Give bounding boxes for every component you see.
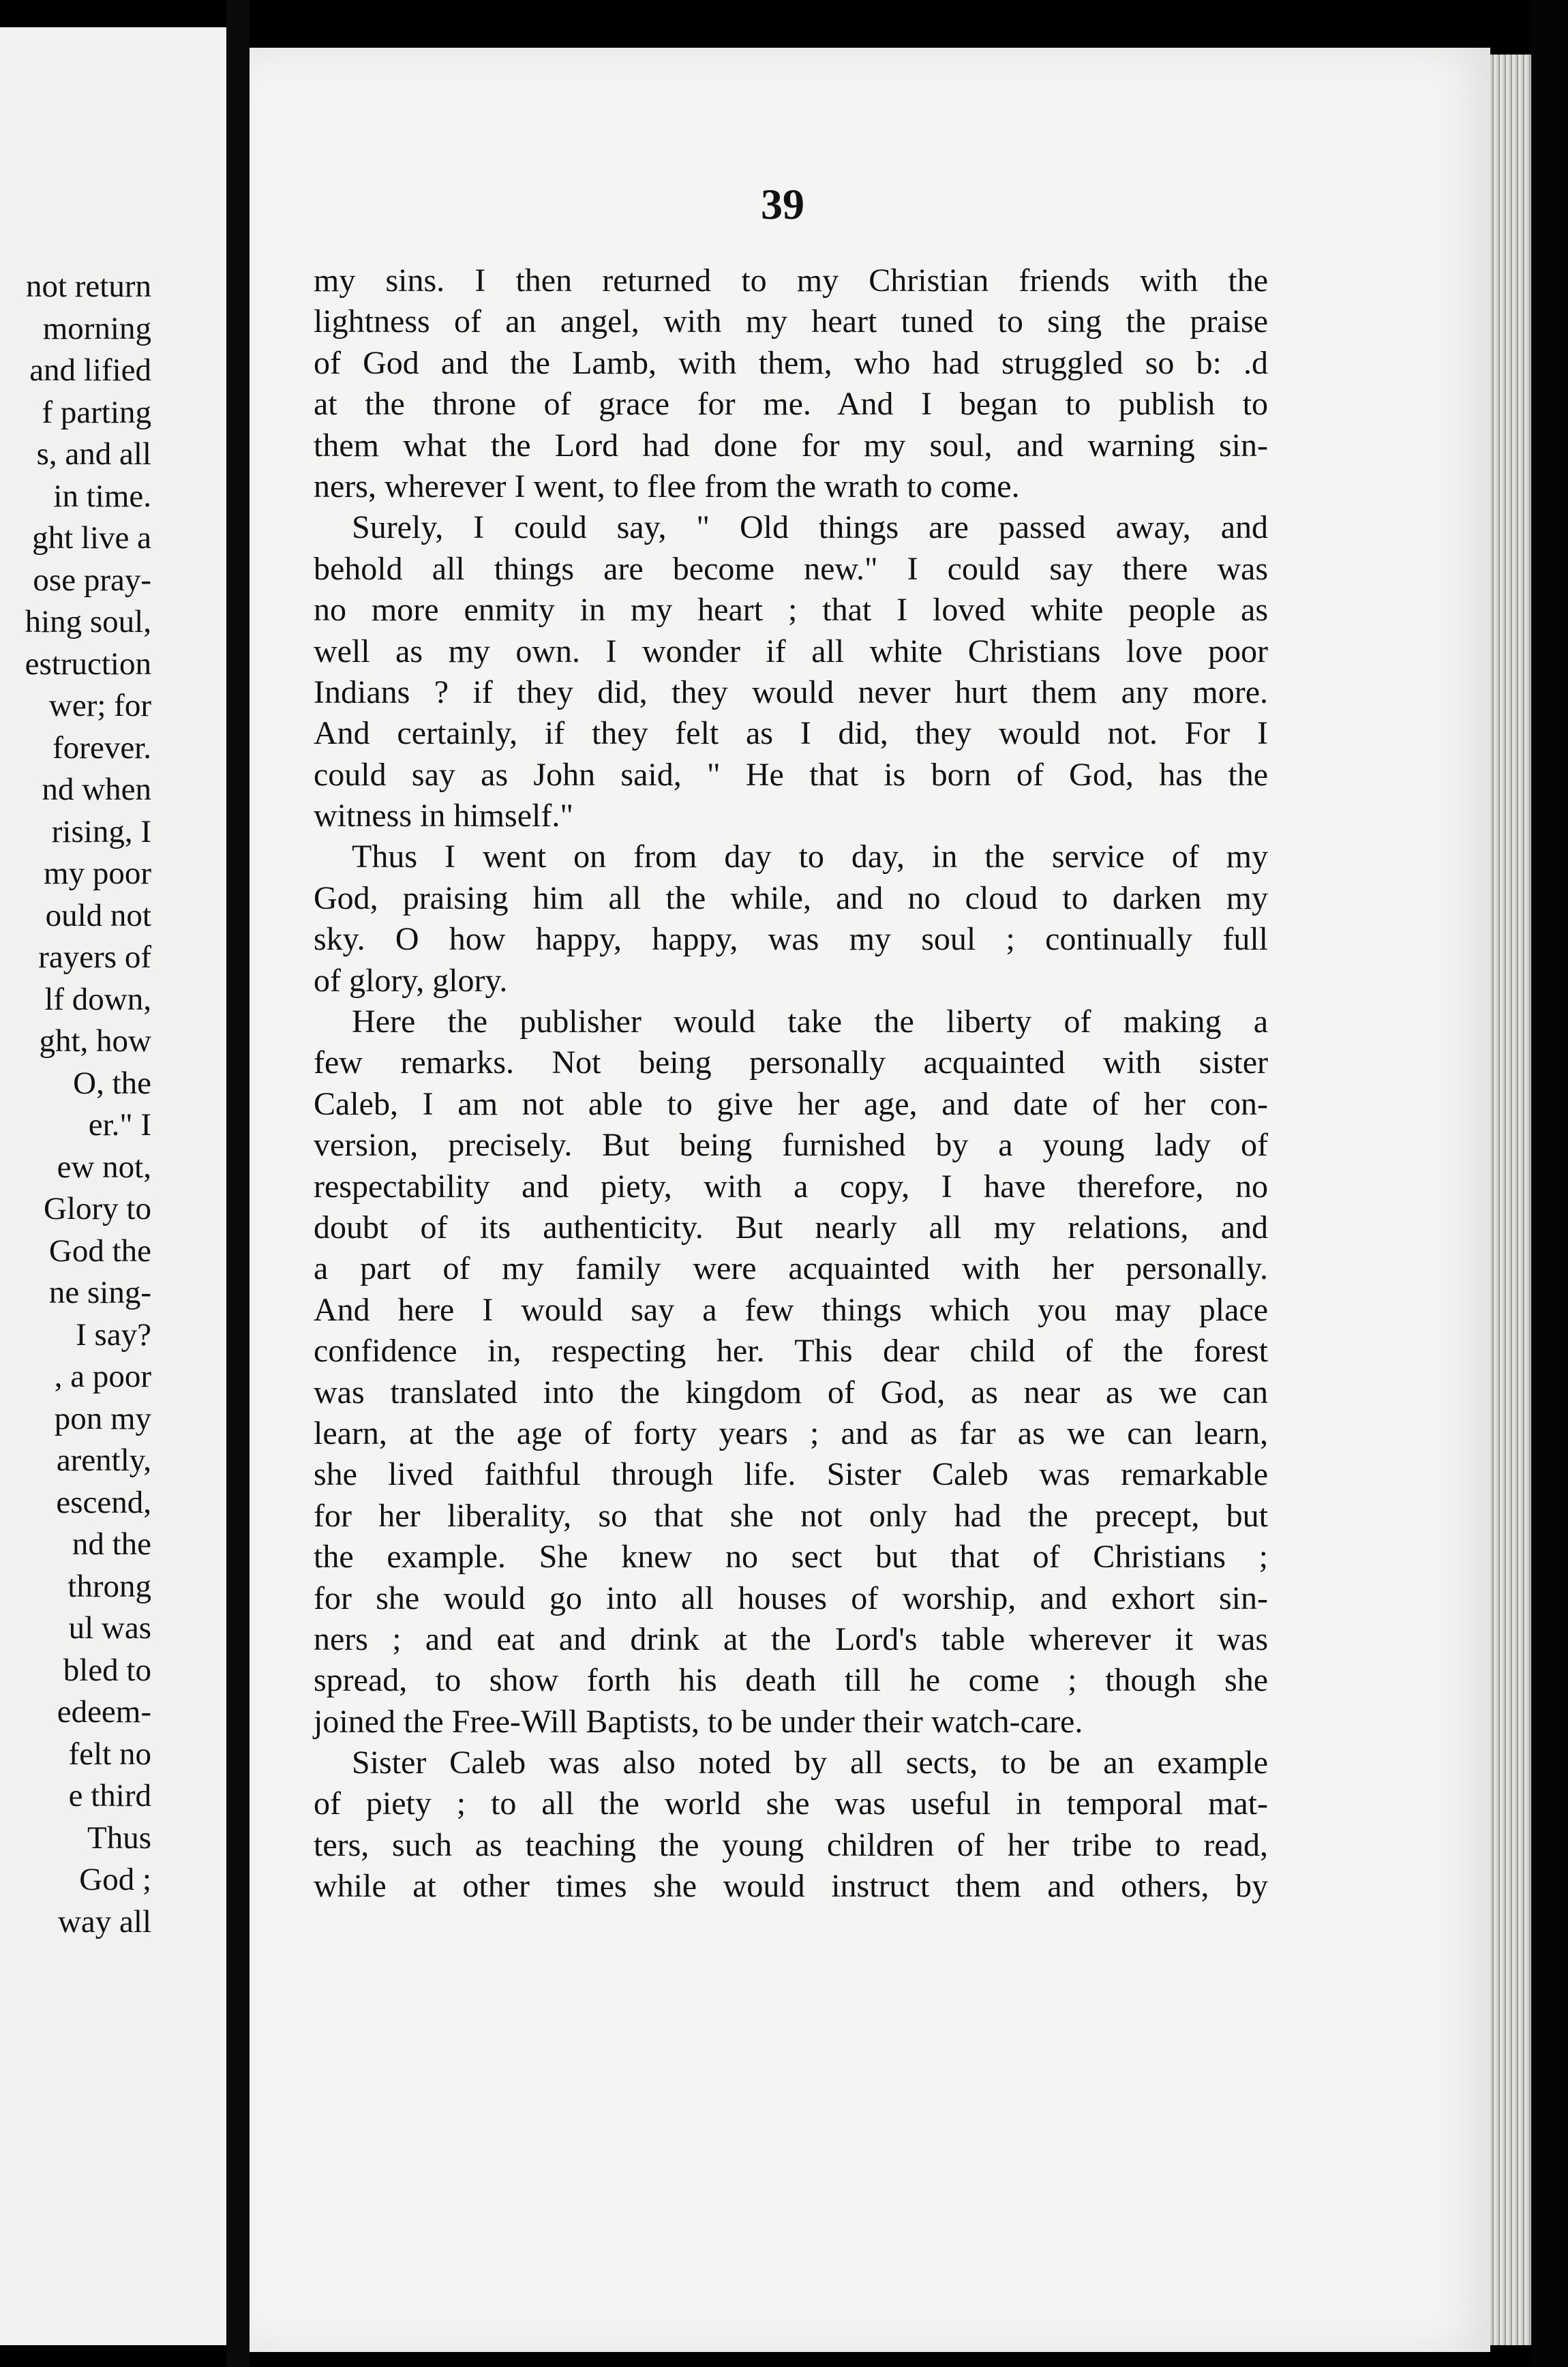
text-line: of God and the Lamb, with them, who had struggled so b: .d (314, 344, 1268, 381)
text-line: ters, such as teaching the young children of her tribe to read, (314, 1826, 1268, 1863)
left-page-line: ul was (68, 1610, 151, 1646)
text-line: no more enmity in my heart ; that I loved white people as (314, 592, 1268, 629)
left-page-line: f parting (42, 394, 151, 430)
scan-border (1531, 0, 1568, 2367)
text-line: God, praising him all the while, and no cloud to darken my (314, 879, 1268, 916)
text-line: Sister Caleb was also noted by all sects, to be an example (352, 1745, 1268, 1781)
left-page-line: bled to (63, 1652, 151, 1688)
left-page-line: in time. (53, 478, 151, 514)
left-page-line: O, the (73, 1065, 151, 1101)
text-line: was translated into the kingdom of God, as near as we can (314, 1374, 1268, 1411)
text-line: well as my own. I wonder if all white Christians love poor (314, 633, 1268, 669)
page-number: 39 (761, 180, 804, 228)
left-page-line: God ; (79, 1862, 151, 1897)
binding-gutter (226, 0, 250, 2367)
left-page-fragment (0, 27, 226, 2345)
text-line: sky. O how happy, happy, was my soul ; continually full (314, 921, 1268, 958)
left-page-line: ght live a (32, 520, 151, 556)
left-page-line: I say? (76, 1316, 151, 1353)
text-line: for she would go into all houses of worship, and exhort sin- (314, 1580, 1268, 1616)
left-page-line: , a poor (54, 1359, 151, 1394)
left-page-line: pon my (54, 1400, 151, 1436)
left-page-line: edeem- (57, 1694, 151, 1730)
text-line: ners ; and eat and drink at the Lord's table wherever it was (314, 1620, 1268, 1657)
left-page-line: felt no (68, 1736, 151, 1772)
text-line: a part of my family were acquainted with her personally. (314, 1250, 1268, 1287)
left-page-line: morning (42, 310, 151, 346)
left-page-line: s, and all (36, 436, 151, 472)
text-line: few remarks. Not being personally acquainted with sister (314, 1044, 1268, 1081)
left-page-line: ose pray- (33, 562, 151, 598)
page-edges (1490, 55, 1531, 2345)
left-page-line: lf down, (44, 981, 151, 1017)
left-page-line: e third (68, 1778, 151, 1813)
left-page-line: God the (48, 1233, 151, 1269)
text-line: Here the publisher would take the liberty of making a (352, 1004, 1268, 1040)
left-page-line: throng (67, 1568, 151, 1604)
text-line: Caleb, I am not able to give her age, and date of her con- (314, 1085, 1268, 1122)
left-page-line: ould not (45, 897, 151, 933)
left-page-line: estruction (25, 646, 151, 682)
left-page-line: nd the (72, 1526, 151, 1562)
left-page-line: Thus (87, 1820, 151, 1856)
text-line: ners, wherever I went, to flee from the wrath to come. (314, 468, 1020, 504)
text-line: And here I would say a few things which you may place (314, 1291, 1268, 1328)
text-line: the example. She knew no sect but that of Christians ; (314, 1539, 1268, 1576)
text-line: confidence in, respecting her. This dear child of the forest (314, 1333, 1268, 1370)
left-page-line: arently, (56, 1443, 151, 1478)
text-line: my sins. I then returned to my Christian friends with the (314, 262, 1268, 299)
page-body-text (314, 260, 1268, 1908)
left-page-line: wer; for (48, 688, 151, 723)
text-line: lightness of an angel, with my heart tuned to sing the praise (314, 303, 1268, 340)
text-line: at the throne of grace for me. And I began to publish to (314, 386, 1268, 423)
left-page-line: ne sing- (48, 1275, 151, 1310)
text-line: Indians ? if they did, they would never hurt them any more. (314, 674, 1268, 710)
left-page-line: escend, (56, 1484, 151, 1520)
text-line: respectability and piety, with a copy, I have therefore, no (314, 1168, 1268, 1205)
text-line: while at other times she would instruct them and others, by (314, 1868, 1268, 1905)
left-page-line: ght, how (39, 1023, 151, 1059)
text-line: joined the Free-Will Baptists, to be under their watch-care. (314, 1703, 1083, 1740)
text-line: Thus I went on from day to day, in the service of my (352, 839, 1268, 875)
left-page-line: nd when (42, 772, 151, 807)
left-page-text (1, 266, 151, 1943)
text-line: Surely, I could say, " Old things are passed away, and (352, 509, 1268, 546)
text-line: version, precisely. But being furnished by a young lady of (314, 1127, 1268, 1164)
text-line: And certainly, if they felt as I did, they would not. For I (314, 715, 1268, 752)
left-page-line: rising, I (51, 813, 151, 849)
text-line: for her liberality, so that she not only had the precept, but (314, 1497, 1268, 1534)
left-page-line: forever. (52, 729, 151, 766)
text-line: doubt of its authenticity. But nearly all my relations, and (314, 1209, 1268, 1246)
left-page-line: hing soul, (25, 604, 151, 639)
text-line: of piety ; to all the world she was useful in temporal mat- (314, 1785, 1268, 1822)
text-line: spread, to show forth his death till he come ; though she (314, 1662, 1268, 1699)
left-page-line: er." I (88, 1107, 151, 1143)
left-page-line: Glory to (44, 1191, 151, 1226)
text-line: learn, at the age of forty years ; and as far as we can learn, (314, 1415, 1268, 1451)
text-line: witness in himself." (314, 798, 573, 834)
text-line: could say as John said, " He that is born of God, has the (314, 756, 1268, 793)
left-page-line: rayers of (38, 939, 151, 975)
text-line: she lived faithful through life. Sister Caleb was remarkable (314, 1456, 1268, 1493)
text-line: of glory, glory. (314, 962, 508, 999)
text-line: them what the Lord had done for my soul, and warning sin- (314, 427, 1268, 464)
left-page-line: and lified (29, 352, 151, 388)
left-page-line: ew not, (57, 1149, 151, 1185)
left-page-line: not return (25, 269, 151, 304)
left-page-line: way all (57, 1903, 151, 1940)
text-line: behold all things are become new." I could say there was (314, 550, 1268, 587)
left-page-line: my poor (44, 856, 151, 891)
